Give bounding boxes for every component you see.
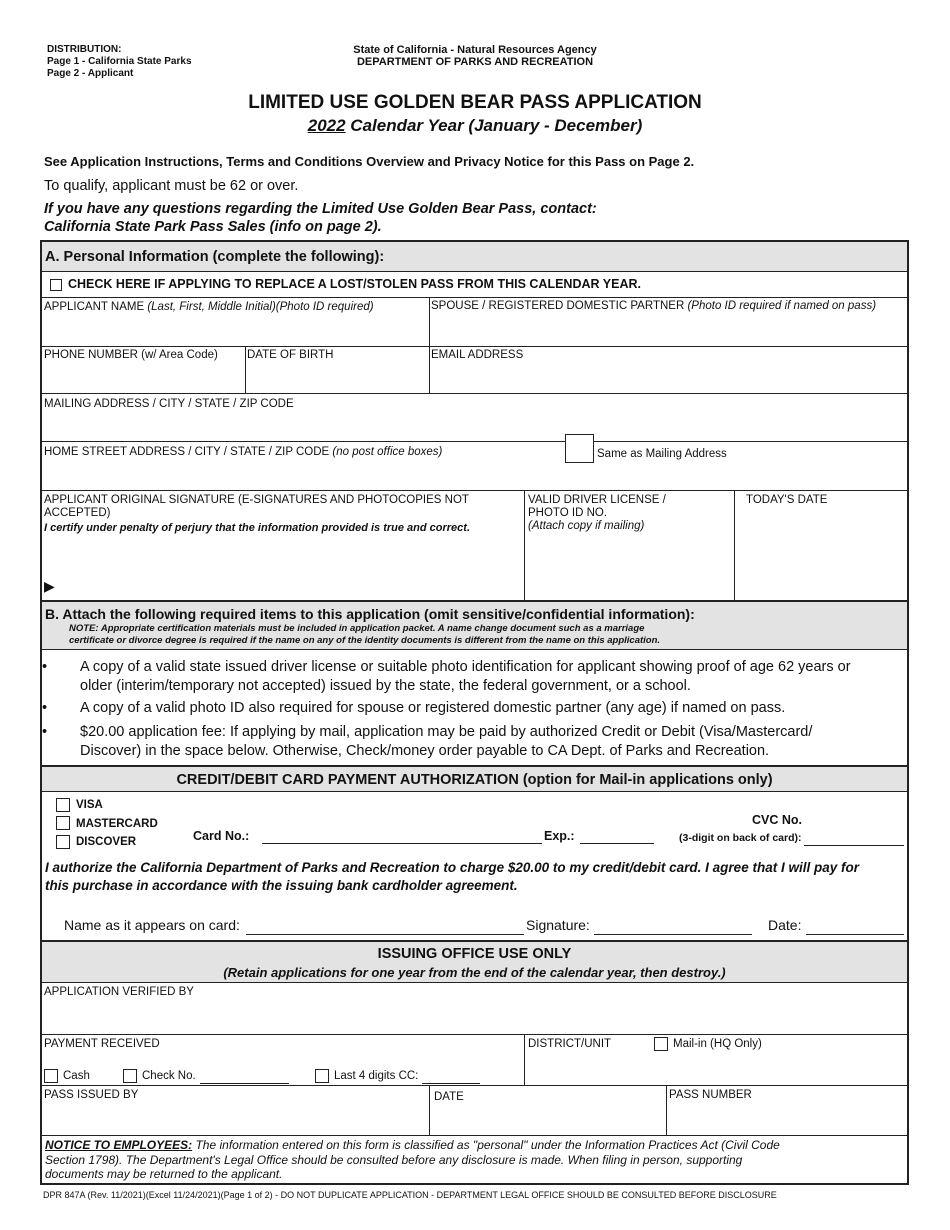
todays-date-label: TODAY'S DATE — [746, 494, 828, 506]
authorization-line: I authorize the California Department of Parks and Recreation to charge $20.00 to my credit/debit card. I agree that I will pay for — [45, 860, 859, 875]
divider — [42, 1135, 907, 1136]
last4-checkbox[interactable] — [315, 1069, 329, 1083]
pass-issued-by-field[interactable] — [44, 1089, 138, 1102]
check-option[interactable] — [123, 1069, 196, 1083]
todays-date-field[interactable] — [746, 494, 827, 507]
last4-input[interactable] — [422, 1083, 480, 1084]
applicant-name-note: (Last, First, Middle Initial)(Photo ID required) — [147, 301, 374, 313]
payment-heading: CREDIT/DEBIT CARD PAYMENT AUTHORIZATION (option for Mail-in applications only) — [176, 772, 773, 788]
visa-checkbox[interactable] — [56, 798, 70, 812]
mailing-address-field[interactable] — [44, 398, 294, 411]
visa-option[interactable] — [56, 796, 158, 815]
discover-label: DISCOVER — [76, 836, 137, 848]
distribution-block — [47, 44, 192, 80]
mailing-label: MAILING ADDRESS / CITY / STATE / ZIP CODE — [44, 398, 294, 410]
cvc-label: CVC No. — [752, 813, 802, 827]
cvc-note: (3-digit on back of card): — [679, 832, 802, 844]
license-note: (Attach copy if mailing) — [528, 520, 645, 532]
divider — [666, 1085, 667, 1135]
name-on-card-input[interactable] — [246, 934, 524, 935]
note-line: NOTE: Appropriate certification materials must be included in application packet. A name change document such as a marriage — [69, 623, 645, 634]
requirement-item — [42, 699, 786, 718]
contact-line: California State Park Pass Sales (info on page 2). — [44, 219, 382, 235]
notice-text: Section 1798). The Department's Legal Office should be consulted before any disclosure is made. When filing in person, supporting — [45, 1152, 743, 1167]
divider — [42, 441, 907, 442]
bullet-icon: • — [42, 700, 48, 716]
signature-label: APPLICANT ORIGINAL SIGNATURE (E-SIGNATURES AND PHOTOCOPIES NOT ACCEPTED) — [44, 494, 469, 519]
cash-label: Cash — [63, 1070, 90, 1083]
discover-checkbox[interactable] — [56, 835, 70, 849]
name-on-card-label: Name as it appears on card: — [64, 917, 240, 933]
payment-received-label: PAYMENT RECEIVED — [44, 1038, 160, 1050]
license-label: PHOTO ID NO. — [528, 507, 608, 519]
distribution-line: DISTRIBUTION: — [47, 44, 122, 55]
dob-field[interactable] — [247, 349, 333, 362]
phone-label: PHONE NUMBER (w/ Area Code) — [44, 349, 218, 361]
bullet-icon: • — [42, 659, 48, 675]
card-number-input[interactable] — [262, 843, 542, 844]
authorization-statement — [45, 859, 859, 895]
divider — [42, 271, 907, 272]
bullet-icon: • — [42, 724, 48, 740]
home-note: (no post office boxes) — [332, 446, 443, 458]
cash-option[interactable] — [44, 1069, 90, 1083]
home-address-field[interactable] — [44, 446, 442, 459]
replace-label: CHECK HERE IF APPLYING TO REPLACE A LOST/STOLEN PASS FROM THIS CALENDAR YEAR. — [68, 277, 641, 291]
cash-checkbox[interactable] — [44, 1069, 58, 1083]
expiry-label: Exp.: — [544, 829, 575, 843]
applicant-name-label: APPLICANT NAME — [44, 301, 148, 313]
notice-text: The information entered on this form is classified as "personal" under the Information Practices Act (Civil Code — [192, 1138, 780, 1152]
agency-line: DEPARTMENT OF PARKS AND RECREATION — [356, 56, 594, 68]
mastercard-label: MASTERCARD — [76, 817, 158, 830]
same-as-mailing-checkbox[interactable] — [565, 434, 594, 463]
email-field[interactable] — [431, 349, 523, 362]
mailin-checkbox[interactable] — [654, 1037, 668, 1051]
verified-by-label: APPLICATION VERIFIED BY — [44, 986, 194, 998]
calendar-year: 2022 — [307, 116, 346, 135]
license-label: VALID DRIVER LICENSE / — [528, 494, 666, 506]
requirement-text: older (interim/temporary not accepted) issued by the state, the federal government, or a school. — [80, 678, 691, 694]
requirement-text: Discover) in the space below. Otherwise, Check/money order payable to CA Dept. of Parks and Recreation. — [80, 743, 770, 759]
requirement-text: $20.00 application fee: If applying by mail, application may be paid by authorized Credit or Debit (Visa/Mastercard/ — [80, 724, 813, 740]
mailin-option[interactable] — [654, 1037, 762, 1051]
district-field[interactable] — [528, 1038, 611, 1051]
check-number-input[interactable] — [200, 1083, 289, 1084]
verified-by-field[interactable] — [44, 986, 194, 999]
pass-number-field[interactable] — [669, 1089, 752, 1102]
home-label: HOME STREET ADDRESS / CITY / STATE / ZIP CODE — [44, 446, 333, 458]
expiry-input[interactable] — [580, 843, 654, 844]
divider — [42, 490, 907, 491]
dob-label: DATE OF BIRTH — [247, 349, 334, 361]
requirement-item — [42, 658, 851, 696]
cvc-input[interactable] — [804, 845, 904, 846]
divider — [42, 346, 907, 347]
divider — [429, 1085, 430, 1135]
divider — [42, 297, 907, 298]
divider — [42, 649, 907, 650]
last4-label: Last 4 digits CC: — [334, 1070, 419, 1083]
mastercard-option[interactable] — [56, 815, 158, 834]
spouse-label: SPOUSE / REGISTERED DOMESTIC PARTNER — [431, 300, 688, 312]
mailin-label: Mail-in (HQ Only) — [673, 1038, 762, 1051]
visa-label: VISA — [76, 799, 103, 811]
license-field[interactable] — [528, 494, 666, 533]
signature-arrow-icon: ▶ — [44, 578, 55, 594]
distribution-line: Page 2 - Applicant — [47, 68, 134, 79]
qualify-note: To qualify, applicant must be 62 or over. — [44, 178, 299, 194]
card-signature-label: Signature: — [526, 917, 590, 933]
divider — [42, 1085, 907, 1086]
district-label: DISTRICT/UNIT — [528, 1038, 612, 1050]
last4-option[interactable] — [315, 1069, 418, 1083]
check-checkbox[interactable] — [123, 1069, 137, 1083]
form-title: LIMITED USE GOLDEN BEAR PASS APPLICATION — [248, 92, 702, 113]
requirement-text: A copy of a valid state issued driver license or suitable photo identification for applicant showing proof of age 62 years or — [80, 659, 851, 675]
phone-field[interactable] — [44, 349, 218, 362]
replace-pass-checkbox[interactable] — [50, 279, 62, 291]
section-b-note — [69, 623, 660, 647]
spouse-note: (Photo ID required if named on pass) — [687, 300, 877, 312]
application-form — [40, 240, 909, 1185]
same-as-mailing-label: Same as Mailing Address — [597, 448, 727, 460]
discover-option[interactable] — [56, 833, 158, 852]
form-footer: DPR 847A (Rev. 11/2021)(Excel 11/24/2021)(Page 1 of 2) - DO NOT DUPLICATE APPLICATION - DEPARTMENT LEGAL OFFICE SHOULD BE CONSULTED BEFORE DISCLOSURE — [43, 1190, 777, 1200]
issue-date-label: DATE — [434, 1091, 464, 1103]
card-signature-input[interactable] — [594, 934, 752, 935]
mastercard-checkbox[interactable] — [56, 816, 70, 830]
distribution-line: Page 1 - California State Parks — [47, 56, 192, 67]
pass-issued-by-label: PASS ISSUED BY — [44, 1089, 139, 1101]
employee-notice — [45, 1138, 780, 1182]
agency-block — [300, 44, 650, 68]
card-date-label: Date: — [768, 917, 802, 933]
requirement-text: A copy of a valid photo ID also required for spouse or registered domestic partner (any age) if named on pass. — [80, 700, 786, 716]
signature-field[interactable] — [62, 542, 522, 597]
authorization-line: this purchase in accordance with the issuing bank cardholder agreement. — [45, 878, 518, 893]
divider — [245, 346, 246, 393]
email-label: EMAIL ADDRESS — [431, 349, 524, 361]
section-a-heading: A. Personal Information (complete the following): — [45, 249, 385, 265]
replace-row — [50, 278, 641, 291]
form-subtitle — [0, 116, 950, 136]
contact-note — [44, 200, 597, 236]
issue-date-field[interactable] — [434, 1091, 464, 1104]
divider — [429, 297, 430, 393]
card-number-label: Card No.: — [193, 829, 250, 843]
instructions-note: See Application Instructions, Terms and Conditions Overview and Privacy Notice for this Pass on Page 2. — [44, 154, 695, 169]
card-type-options — [56, 796, 158, 852]
divider — [42, 791, 907, 792]
notice-heading: NOTICE TO EMPLOYEES: — [45, 1138, 193, 1152]
subtitle-text: Calendar Year (January - December) — [345, 116, 643, 135]
certify-statement: I certify under penalty of perjury that the information provided is true and correct. — [44, 522, 471, 534]
contact-line: If you have any questions regarding the Limited Use Golden Bear Pass, contact: — [44, 201, 597, 217]
check-label: Check No. — [142, 1070, 196, 1083]
requirement-item — [42, 723, 813, 761]
divider — [524, 1034, 525, 1085]
agency-line: State of California - Natural Resources Agency — [353, 44, 597, 56]
office-heading: ISSUING OFFICE USE ONLY — [377, 946, 572, 962]
divider — [42, 982, 907, 983]
office-subheading: (Retain applications for one year from the end of the calendar year, then destroy.) — [223, 965, 726, 980]
divider — [42, 393, 907, 394]
divider — [524, 490, 525, 600]
note-line: certificate or divorce degree is required if the name on any of the identity documents is different from the name on this application. — [69, 635, 661, 646]
spouse-field[interactable] — [431, 300, 876, 313]
divider — [734, 490, 735, 600]
divider — [42, 1034, 907, 1035]
section-b-heading: B. Attach the following required items to this application (omit sensitive/confidential information): — [45, 606, 695, 622]
card-date-input[interactable] — [806, 934, 904, 935]
applicant-name-field[interactable] — [44, 301, 374, 314]
pass-number-label: PASS NUMBER — [669, 1089, 752, 1101]
notice-text: documents may be returned to the applicant. — [45, 1167, 283, 1181]
